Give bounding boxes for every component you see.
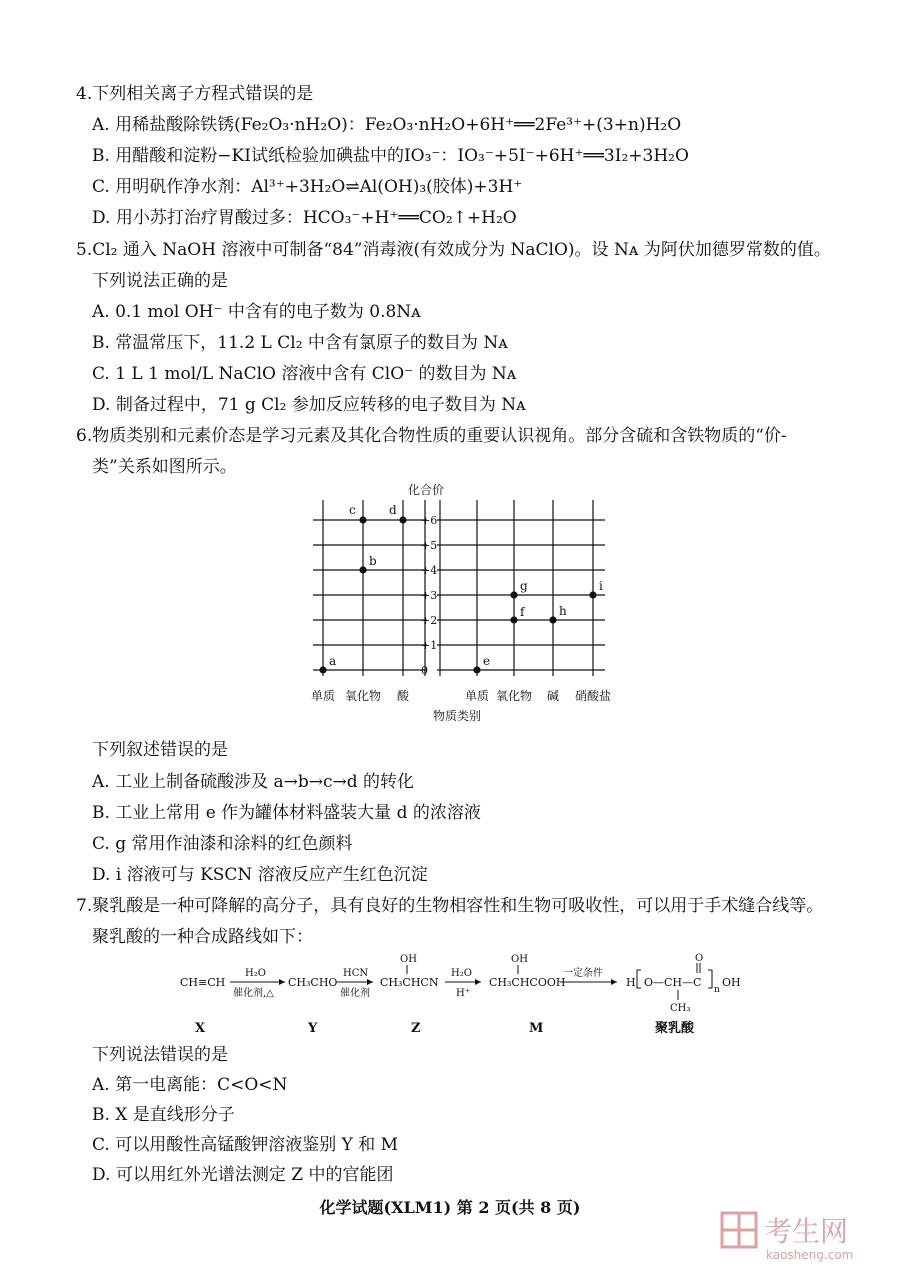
- x-category-label: 氧化物: [495, 689, 533, 703]
- point-label-e: e: [483, 654, 491, 668]
- y-tick-label: +1: [421, 639, 438, 652]
- polylactic-acid-structure: [626, 953, 741, 1014]
- watermark-url: kaosheng.com: [766, 1248, 854, 1262]
- label-m: M: [529, 1021, 544, 1036]
- arrow-3-head: [475, 979, 481, 985]
- point-label-c: c: [349, 503, 356, 517]
- compound-m-oh: OH: [511, 954, 528, 965]
- label-pla: 聚乳酸: [655, 1021, 695, 1036]
- label-x: X: [195, 1021, 206, 1036]
- svg-text:H: H: [626, 976, 636, 989]
- arrow-3-top: H₂O: [451, 968, 472, 979]
- point-label-i: i: [599, 579, 603, 593]
- arrow-1-top: H₂O: [245, 968, 266, 979]
- compound-y-formula: CH₃CHO: [288, 976, 338, 989]
- q6-stem-3: 下列叙述错误的是: [92, 740, 228, 760]
- q6-stem: 6.物质类别和元素价态是学习元素及其化合物性质的重要认识视角。部分含硫和含铁物质的“价-: [76, 426, 787, 446]
- point-c: [359, 516, 366, 523]
- compound-z-formula: CH₃CHCN: [380, 976, 439, 989]
- page-footer: 化学试题(XLM1) 第 2 页(共 8 页): [319, 1198, 581, 1217]
- y-tick-label: +5: [421, 539, 438, 552]
- q4-stem: 4.下列相关离子方程式错误的是: [76, 84, 314, 104]
- point-i: [589, 591, 596, 598]
- x-axis-title: 物质类别: [432, 709, 482, 723]
- q4-option-b: B. 用醋酸和淀粉−KI试纸检验加碘盐中的IO₃⁻：IO₃⁻+5I⁻+6H⁺══3I₂+3H₂O: [92, 146, 689, 166]
- q7-stem-3: 下列说法错误的是: [92, 1045, 228, 1065]
- q7-option-a: A. 第一电离能：C<O<N: [92, 1075, 288, 1095]
- q7-option-d: D. 可以用红外光谱法测定 Z 中的官能团: [92, 1165, 394, 1185]
- watermark-brand: 考生网: [764, 1215, 849, 1248]
- arrow-3-bottom: H⁺: [456, 988, 470, 999]
- point-label-h: h: [559, 604, 567, 618]
- q6-option-d: D. i 溶液可与 KSCN 溶液反应产生红色沉淀: [92, 865, 428, 885]
- q5-option-a: A. 0.1 mol OH⁻ 中含有的电子数为 0.8Nᴀ: [92, 302, 421, 322]
- svg-text:O: O: [695, 953, 704, 964]
- q5-stem-cont: 下列说法正确的是: [92, 271, 228, 291]
- point-f: [510, 616, 517, 623]
- point-label-b: b: [369, 554, 377, 568]
- point-label-g: g: [520, 579, 528, 593]
- q6-option-a: A. 工业上制备硫酸涉及 a→b→c→d 的转化: [92, 772, 415, 792]
- arrow-2-head: [367, 979, 373, 985]
- arrow-1-bottom: 催化剂,△: [233, 988, 274, 999]
- q6-option-c: C. g 常用作油漆和涂料的红色颜料: [92, 834, 353, 854]
- arrow-2-top: HCN: [343, 968, 369, 979]
- compound-m-formula: CH₃CHCOOH: [489, 976, 566, 989]
- svg-text:CH₃: CH₃: [670, 1003, 691, 1014]
- y-tick-label: +6: [421, 514, 438, 527]
- kaosheng-logo-icon: [722, 1213, 756, 1247]
- point-a: [319, 666, 326, 673]
- q4-option-a: A. 用稀盐酸除铁锈(Fe₂O₃·nH₂O)：Fe₂O₃·nH₂O+6H⁺══2Fe³⁺+(3+n)H₂O: [92, 115, 682, 135]
- q6-stem-cont: 类”关系如图所示。: [92, 457, 237, 477]
- kaosheng-watermark-logo: [718, 1205, 888, 1265]
- q4-option-d: D. 用小苏打治疗胃酸过多：HCO₃⁻+H⁺══CO₂↑+H₂O: [92, 208, 517, 228]
- arrow-4-head: [611, 979, 617, 985]
- svg-text:OH: OH: [722, 976, 741, 989]
- x-category-label: 碱: [546, 689, 560, 703]
- arrow-4-top: 一定条件: [563, 968, 603, 979]
- q7-stem: 7.聚乳酸是一种可降解的高分子，具有良好的生物相容性和生物可吸收性，可以用于手术缝合线等。: [76, 896, 824, 916]
- point-label-a: a: [329, 654, 337, 668]
- arrow-1-head: [279, 979, 285, 985]
- y-tick-label: +4: [421, 564, 438, 577]
- q5-option-c: C. 1 L 1 mol/L NaClO 溶液中含有 ClO⁻ 的数目为 Nᴀ: [92, 364, 517, 384]
- label-z: Z: [411, 1021, 421, 1036]
- q5-option-b: B. 常温常压下，11.2 L Cl₂ 中含有氯原子的数目为 Nᴀ: [92, 333, 508, 353]
- x-category-label: 单质: [310, 689, 336, 703]
- svg-text:O—CH—C: O—CH—C: [644, 976, 702, 989]
- x-category-label: 硝酸盐: [574, 689, 612, 703]
- polylactic-acid-synthesis-route: [175, 948, 795, 1038]
- point-label-d: d: [389, 503, 397, 517]
- y-axis-title: 化合价: [408, 483, 445, 497]
- q7-stem-cont: 聚乳酸的一种合成路线如下：: [92, 927, 313, 947]
- q7-option-b: B. X 是直线形分子: [92, 1105, 235, 1125]
- y-tick-label: +2: [421, 614, 438, 627]
- q6-option-b: B. 工业上常用 e 作为罐体材料盛装大量 d 的浓溶液: [92, 803, 481, 823]
- point-e: [473, 666, 480, 673]
- x-category-label: 单质: [464, 689, 490, 703]
- point-label-f: f: [520, 605, 525, 619]
- compound-x-formula: CH≡CH: [180, 976, 226, 989]
- compound-z-oh: OH: [400, 954, 417, 965]
- x-category-label: 酸: [396, 689, 410, 703]
- svg-text:n: n: [714, 985, 720, 995]
- point-d: [399, 516, 406, 523]
- point-h: [549, 616, 556, 623]
- point-g: [510, 591, 517, 598]
- q5-stem: 5.Cl₂ 通入 NaOH 溶液中可制备“84”消毒液(有效成分为 NaClO)。设 Nᴀ 为阿伏加德罗常数的值。: [76, 240, 831, 260]
- x-category-label: 氧化物: [344, 689, 382, 703]
- y-tick-label: +3: [421, 589, 438, 602]
- arrow-2-bottom: 催化剂: [340, 988, 370, 999]
- label-y: Y: [308, 1021, 318, 1036]
- q5-option-d: D. 制备过程中，71 g Cl₂ 参加反应转移的电子数目为 Nᴀ: [92, 395, 526, 415]
- q7-option-c: C. 可以用酸性高锰酸钾溶液鉴别 Y 和 M: [92, 1135, 399, 1155]
- y-tick-label: 0: [421, 664, 428, 677]
- valence-category-diagram: [285, 478, 655, 728]
- q4-option-c: C. 用明矾作净水剂：Al³⁺+3H₂O⇌Al(OH)₃(胶体)+3H⁺: [92, 177, 523, 197]
- point-b: [359, 566, 366, 573]
